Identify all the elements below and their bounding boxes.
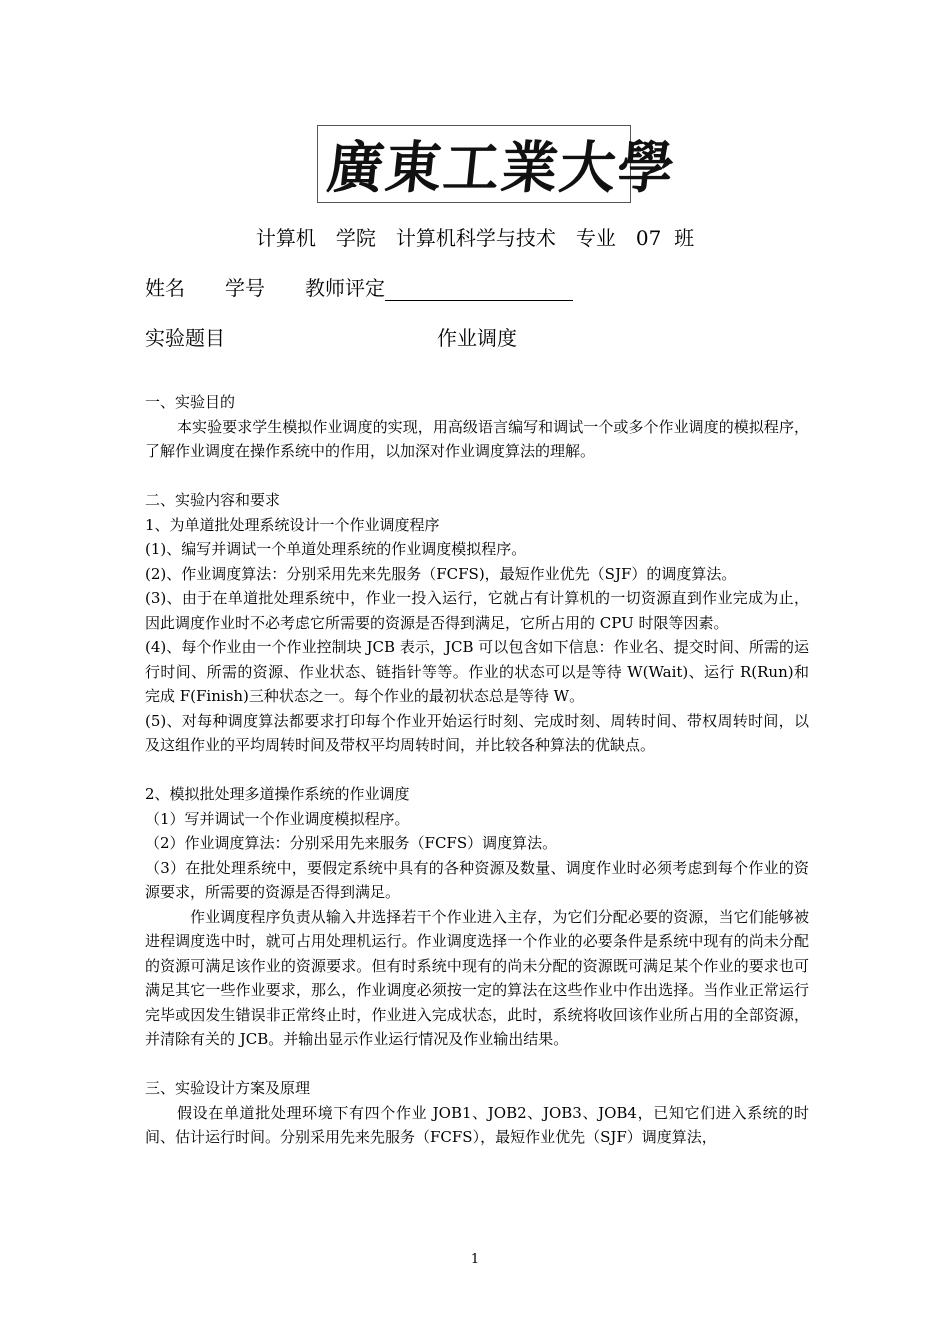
logo-char: 廣: [324, 135, 390, 201]
list-item: （1）写并调试一个作业调度模拟程序。: [145, 809, 410, 828]
list-item: (1)、编写并调试一个单道处理系统的作业调度模拟程序。: [145, 540, 527, 558]
grade-blank-underline: [385, 280, 573, 301]
student-info-line: [145, 272, 573, 301]
list-item: (4)、每个作业由一个作业控制块 JCB 表示，JCB 可以包含如下信息：作业名、提交时间、所需的运行时间、所需的资源、作业状态、链指针等等。作业的状态可以是等待 W(Wait)、运行 R(Run)和完成 F(Finish)三种状态之一。每个作业的最初状态总是等待 W。: [145, 638, 809, 705]
subsection-heading: 1、为单道批处理系统设计一个作业调度程序: [145, 515, 440, 534]
paragraph: 作业调度程序负责从输入井选择若干个作业进入主存，为它们分配必要的资源，当它们能够被进程调度选中时，就可占用处理机运行。作业调度选择一个作业的必要条件是系统中现有的尚未分配的资源可满足该作业的资源要求。但有时系统中现有的尚未分配的资源既可满足某个作业的要求也可满足其它一些作业要求，那么，作业调度必须按一定的算法在这些作业中作出选择。当作业正常运行完毕或因发生错误非正常终止时，作业进入完成状态，此时，系统将收回该作业所占用的全部资源，并清除有关的 JCB。并输出显示作业运行情况及作业输出结果。: [145, 907, 809, 1048]
list-item: （3）在批处理系统中，要假定系统中具有的各种资源及数量、调度作业时必须考虑到每个作业的资源要求，所需要的资源是否得到满足。: [145, 858, 809, 901]
list-item: （2）作业调度算法：分别采用先来服务（FCFS）调度算法。: [145, 834, 558, 852]
logo-char: 東: [382, 135, 448, 201]
experiment-label: 实验题目: [145, 326, 225, 350]
logo-char: 大: [556, 135, 622, 201]
university-logo: [317, 125, 680, 203]
subsection-heading: 2、模拟批处理多道操作系统的作业调度: [145, 785, 410, 803]
experiment-title: 作业调度: [437, 326, 517, 350]
section-heading: 一、实验目的: [145, 393, 236, 411]
logo-char: 工: [440, 135, 506, 201]
student-info-label: 姓名 学号 教师评定: [145, 276, 385, 300]
list-item: (5)、对每种调度算法都要求打印每个作业开始运行时刻、完成时刻、周转时间、带权周转时间，以及这组作业的平均周转时间及带权平均周转时间，并比较各种算法的优缺点。: [145, 711, 809, 754]
list-item: (2)、作业调度算法：分别采用先来先服务（FCFS)，最短作业优先（SJF）的调度算法。: [145, 564, 737, 583]
page-number: 1: [470, 1252, 480, 1267]
logo-char: 學: [614, 135, 680, 201]
document-body: [145, 390, 809, 1150]
list-item: (3)、由于在单道批处理系统中，作业一投入运行，它就占有计算机的一切资源直到作业完成为止，因此调度作业时不必考虑它所需要的资源是否得到满足，它所占用的 CPU 时限等因素。: [145, 589, 809, 632]
section-heading: 三、实验设计方案及原理: [145, 1079, 311, 1097]
paragraph: 假设在单道批处理环境下有四个作业 JOB1、JOB2、JOB3、JOB4，已知它们进入系统的时间、估计运行时间。分别采用先来先服务（FCFS），最短作业优先（SJF）调度算法，: [145, 1103, 809, 1146]
section-heading: 二、实验内容和要求: [145, 491, 281, 509]
paragraph: 本实验要求学生模拟作业调度的实现，用高级语言编写和调试一个或多个作业调度的模拟程序，了解作业调度在操作系统中的作用，以加深对作业调度算法的理解。: [145, 417, 809, 460]
logo-char: 業: [498, 135, 564, 201]
department-line: 计算机 学院 计算机科学与技术 专业 07 班: [255, 226, 695, 250]
